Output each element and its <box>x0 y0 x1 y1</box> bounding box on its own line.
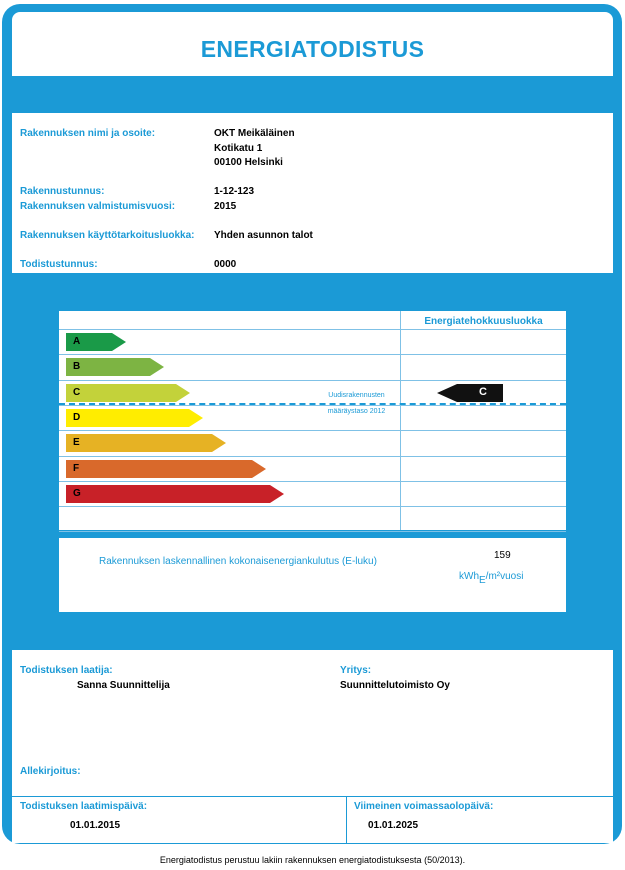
e-value-label: Rakennuksen laskennallinen kokonaisenergiankulutus (E-luku) <box>99 556 377 567</box>
energy-class-label-a: A <box>73 336 81 347</box>
chart-row-line <box>59 456 566 457</box>
valid-until-label: Viimeinen voimassaolopäivä: <box>354 801 494 812</box>
author-name: Sanna Suunnittelija <box>77 680 170 691</box>
building-year: 2015 <box>214 201 237 212</box>
reference-level-line1: Uudisrakennusten <box>328 392 385 399</box>
legal-footnote: Energiatodistus perustuu lakiin rakennuksen energiatodistuksesta (50/2013). <box>159 855 466 865</box>
chart-row-line <box>59 354 566 355</box>
energy-class-label-g: G <box>73 487 81 499</box>
building-id: 1-12-123 <box>214 186 255 197</box>
chart-row-line <box>59 430 566 431</box>
building-year-label: Rakennuksen valmistumisvuosi: <box>20 201 176 212</box>
company-name: Suunnittelutoimisto Oy <box>340 680 450 691</box>
chart-row-line <box>59 481 566 482</box>
chart-column-divider <box>400 311 401 530</box>
energy-class-label-d: D <box>73 411 81 423</box>
e-value: 159 <box>494 550 511 561</box>
e-value-unit-post: /m²vuosi <box>485 571 524 582</box>
energy-class-arrow-g <box>66 485 284 503</box>
chart-row-line <box>59 329 566 330</box>
building-info-panel <box>12 113 613 273</box>
author-label: Todistuksen laatija: <box>20 665 113 676</box>
energy-class-arrow-e <box>66 434 226 452</box>
building-name-label: Rakennuksen nimi ja osoite: <box>20 128 156 139</box>
energy-class-arrow-f <box>66 460 266 478</box>
signature-label: Allekirjoitus: <box>20 766 81 777</box>
dates-panel <box>12 797 613 843</box>
energy-class-chart <box>59 311 566 530</box>
building-use: Yhden asunnon talot <box>214 230 313 241</box>
chart-row-line <box>59 380 566 381</box>
building-name: OKT Meikäläinen <box>214 128 295 139</box>
dates-divider <box>346 797 347 843</box>
building-city: 00100 Helsinki <box>214 157 283 168</box>
signing-panel <box>12 650 613 796</box>
issued-date: 01.01.2015 <box>70 820 121 831</box>
energy-class-label-c: C <box>73 386 81 398</box>
certificate-id: 0000 <box>214 259 237 270</box>
building-id-label: Rakennustunnus: <box>20 186 105 197</box>
rating-marker <box>437 384 503 402</box>
e-value-unit <box>459 571 524 586</box>
chart-row-line <box>59 531 566 532</box>
energy-class-label-e: E <box>73 437 80 449</box>
building-use-label: Rakennuksen käyttötarkoitusluokka: <box>20 230 195 241</box>
reference-level-line2: määräystaso 2012 <box>327 408 386 415</box>
certificate-id-label: Todistustunnus: <box>20 259 98 270</box>
energy-class-header: Energiatehokkuusluokka <box>424 316 543 327</box>
issued-date-label: Todistuksen laatimispäivä: <box>20 801 148 812</box>
energy-class-arrow-d <box>66 409 203 427</box>
e-value-unit-sub: E <box>479 575 486 586</box>
valid-until-date: 01.01.2025 <box>368 820 419 831</box>
page-title: ENERGIATODISTUS <box>200 36 425 62</box>
building-street: Kotikatu 1 <box>214 143 263 154</box>
title-panel <box>12 12 613 76</box>
e-value-unit-pre: kWh <box>459 571 479 582</box>
company-label: Yritys: <box>340 665 372 676</box>
energy-class-arrow-b <box>66 358 164 376</box>
energy-class-arrow-c <box>66 384 190 402</box>
chart-row-line <box>59 405 566 406</box>
chart-row-line <box>59 506 566 507</box>
energy-class-label-b: B <box>73 361 81 373</box>
e-value-panel <box>59 538 566 612</box>
rating-marker-label: C <box>479 385 487 398</box>
energy-class-label-f: F <box>73 462 80 474</box>
